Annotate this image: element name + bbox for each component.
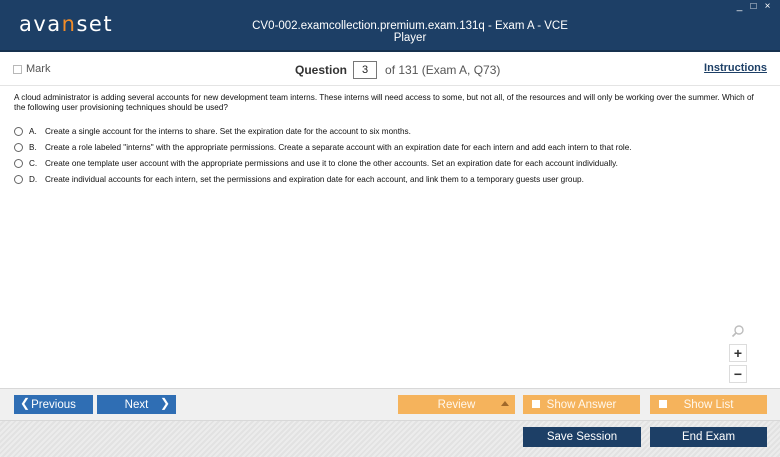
show-list-button[interactable] [650,395,767,414]
checkbox-icon[interactable] [13,65,22,74]
save-session-button[interactable]: Save Session [523,427,641,447]
radio-button[interactable] [14,127,23,136]
next-button[interactable] [97,395,176,414]
radio-button[interactable] [14,175,23,184]
zoom-in-button[interactable]: + [729,344,747,362]
next-label: Next [124,398,149,411]
title-bar [0,0,780,52]
option-text: Create a single account for the interns to share. Set the expiration date for the account to six months. [45,126,411,136]
navigation-bar [0,388,780,420]
radio-button[interactable] [14,143,23,152]
option-letter: B. [29,142,37,152]
close-icon[interactable]: × [764,1,771,12]
maximize-icon[interactable]: □ [750,1,757,12]
app-logo: avanset [19,12,114,36]
answer-option-c[interactable] [14,155,766,171]
answer-option-b[interactable] [14,139,766,155]
answer-option-d[interactable] [14,171,766,187]
magnifier-icon[interactable] [731,324,745,338]
question-label: Question [295,63,348,77]
review-label: Review [437,398,476,411]
end-exam-button[interactable]: End Exam [650,427,767,447]
bottom-bar [0,420,780,457]
question-number-input[interactable]: 3 [353,61,377,79]
option-letter: D. [29,174,38,184]
question-text: A cloud administrator is adding several accounts for new development team interns. These interns will need access to some, but not all, of the resources and will only be working over the summer. Which of the following user provisioning techniques should be used? [14,93,754,112]
zoom-controls [729,324,747,386]
window-title: CV0-002.examcollection.premium.exam.131q - Exam A - VCE Player [252,20,568,44]
chevron-right-icon: ❯ [159,396,170,410]
mark-label: Mark [26,63,51,75]
option-letter: A. [29,126,37,136]
answer-option-a[interactable] [14,123,766,139]
option-text: Create individual accounts for each intern, set the permissions and expiration date for each account, and link them to a temporary guests user group. [45,174,584,184]
mark-checkbox[interactable] [13,63,50,75]
question-bar [0,54,780,86]
question-count: of 131 (Exam A, Q73) [385,63,501,77]
window-controls [735,1,772,12]
show-answer-button[interactable] [523,395,640,414]
option-text: Create one template user account with the appropriate permissions and use it to clone the other accounts. Set an expiration date for each account individually. [45,158,618,168]
chevron-left-icon: ❮ [20,396,31,410]
radio-button[interactable] [14,159,23,168]
instructions-link[interactable]: Instructions [704,62,767,74]
zoom-out-button[interactable]: − [729,365,747,383]
question-navigator [295,61,500,79]
previous-label: Previous [31,398,76,411]
option-text: Create a role labeled "interns" with the appropriate permissions. Create a separate account with an expiration date for each intern and add each intern to that role. [45,142,632,152]
checkbox-icon[interactable] [659,400,667,408]
show-answer-label: Show Answer [546,398,617,411]
show-list-label: Show List [683,398,734,411]
checkbox-icon[interactable] [532,400,540,408]
previous-button[interactable] [14,395,93,414]
triangle-up-icon [501,401,509,406]
answer-options [14,123,766,187]
option-letter: C. [29,158,38,168]
review-button[interactable] [398,395,515,414]
minimize-icon[interactable]: _ [736,1,743,12]
